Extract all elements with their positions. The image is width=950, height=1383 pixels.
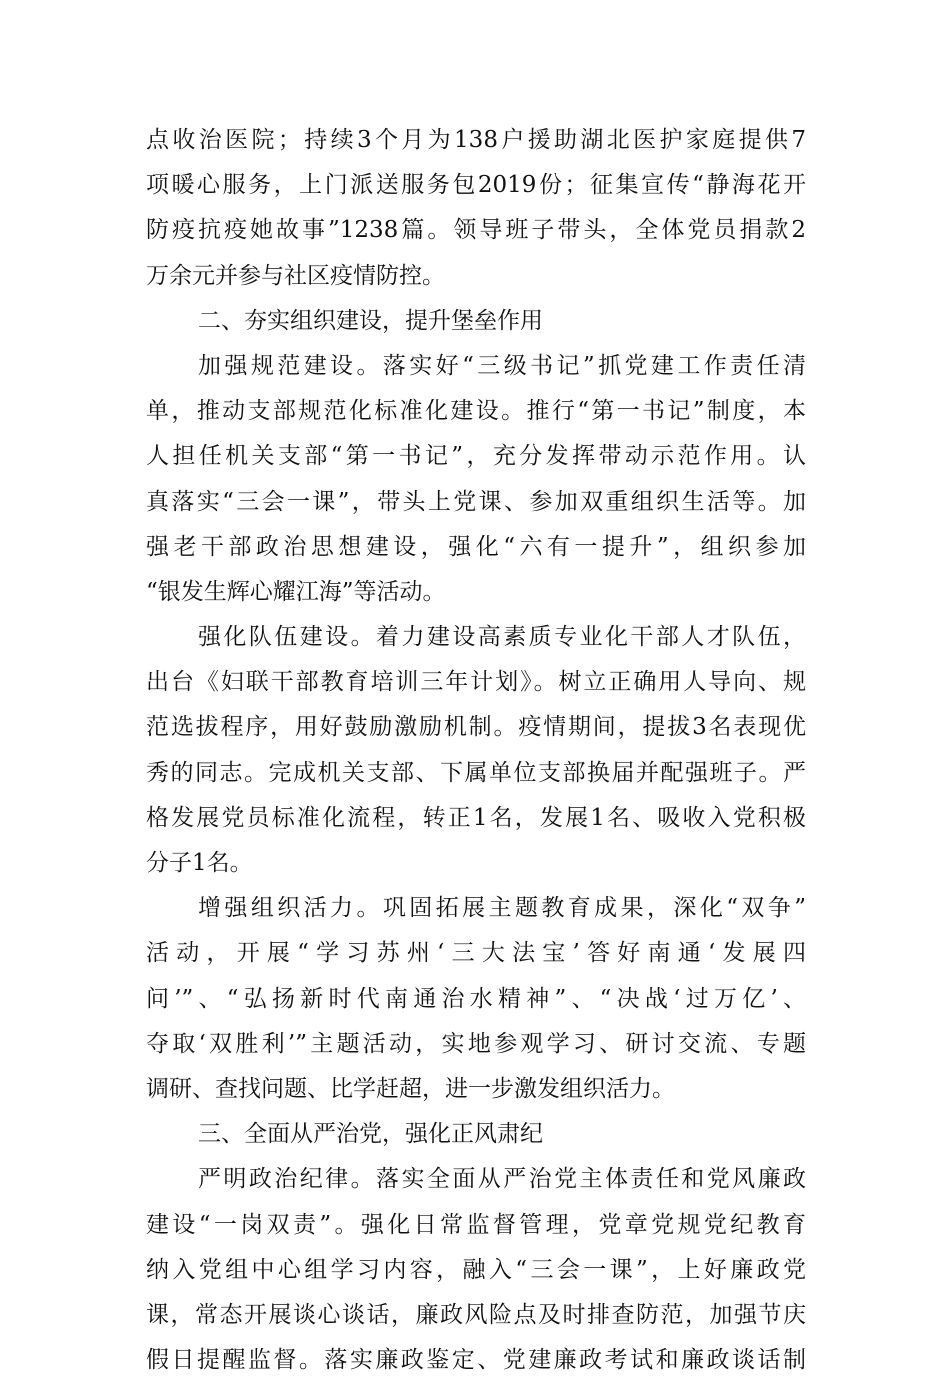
text-line: 防疫抗疫她故事”1238篇。领导班子带头，全体党员捐款2 [146,217,806,244]
text-line: 问’”、“弘扬新时代南通治水精神”、“决战‘过万亿’、 [146,985,806,1012]
text-line: 加强规范建设。落实好“三级书记”抓党建工作责任清 [198,352,806,379]
text-line: 强化队伍建设。着力建设高素质专业化干部人才队伍， [198,624,806,651]
text-line: 范选拔程序，用好鼓励激励机制。疫情期间，提拔3名表现优 [146,714,806,741]
text-line: 假日提醒监督。落实廉政鉴定、党建廉政考试和廉政谈话制 [146,1347,806,1374]
section-heading: 二、夯实组织建设，提升堡垒作用 [198,307,543,334]
text-line: 纳入党组中心组学习内容，融入“三会一课”，上好廉政党 [146,1256,806,1283]
text-line: 点收治医院；持续3个月为138户援助湖北医护家庭提供7 [146,127,806,153]
text-line: 课，常态开展谈心谈话，廉政风险点及时排查防范，加强节庆 [146,1301,806,1328]
text-line: 夺取‘双胜利’”主题活动，实地参观学习、研讨交流、专题 [146,1030,806,1057]
text-line: 调研、查找问题、比学赶超，进一步激发组织活力。 [146,1075,675,1102]
text-line: 单，推动支部规范化标准化建设。推行“第一书记”制度，本 [146,398,806,425]
text-line: 强老干部政治思想建设，强化“六有一提升”，组织参加 [146,533,806,560]
text-line: 严明政治纪律。落实全面从严治党主体责任和党风廉政 [198,1166,806,1193]
text-line: 出台《妇联干部教育培训三年计划》。树立正确用人导向、规 [146,669,806,696]
text-line: 项暖心服务，上门派送服务包2019份；征集宣传“静海花开 [146,172,806,199]
text-line: 活动，开展“学习苏州‘三大法宝’答好南通‘发展四 [146,940,806,967]
text-line: 格发展党员标准化流程，转正1名，发展1名、吸收入党积极 [146,804,806,831]
text-line: “银发生辉心耀江海”等活动。 [146,578,446,605]
text-line: 分子1名。 [146,850,253,876]
text-line: 万余元并参与社区疫情防控。 [146,262,445,289]
section-heading: 三、全面从严治党，强化正风肃纪 [198,1121,543,1148]
text-line: 增强组织活力。巩固拓展主题教育成果，深化“双争” [198,895,806,922]
body-text [146,118,806,1383]
text-line: 秀的同志。完成机关支部、下属单位支部换届并配强班子。严 [146,759,806,786]
text-line: 真落实“三会一课”，带头上党课、参加双重组织生活等。加 [146,488,806,515]
text-line: 人担任机关支部“第一书记”，充分发挥带动示范作用。认 [146,443,806,470]
text-line: 建设“一岗双责”。强化日常监督管理，党章党规党纪教育 [146,1211,806,1238]
